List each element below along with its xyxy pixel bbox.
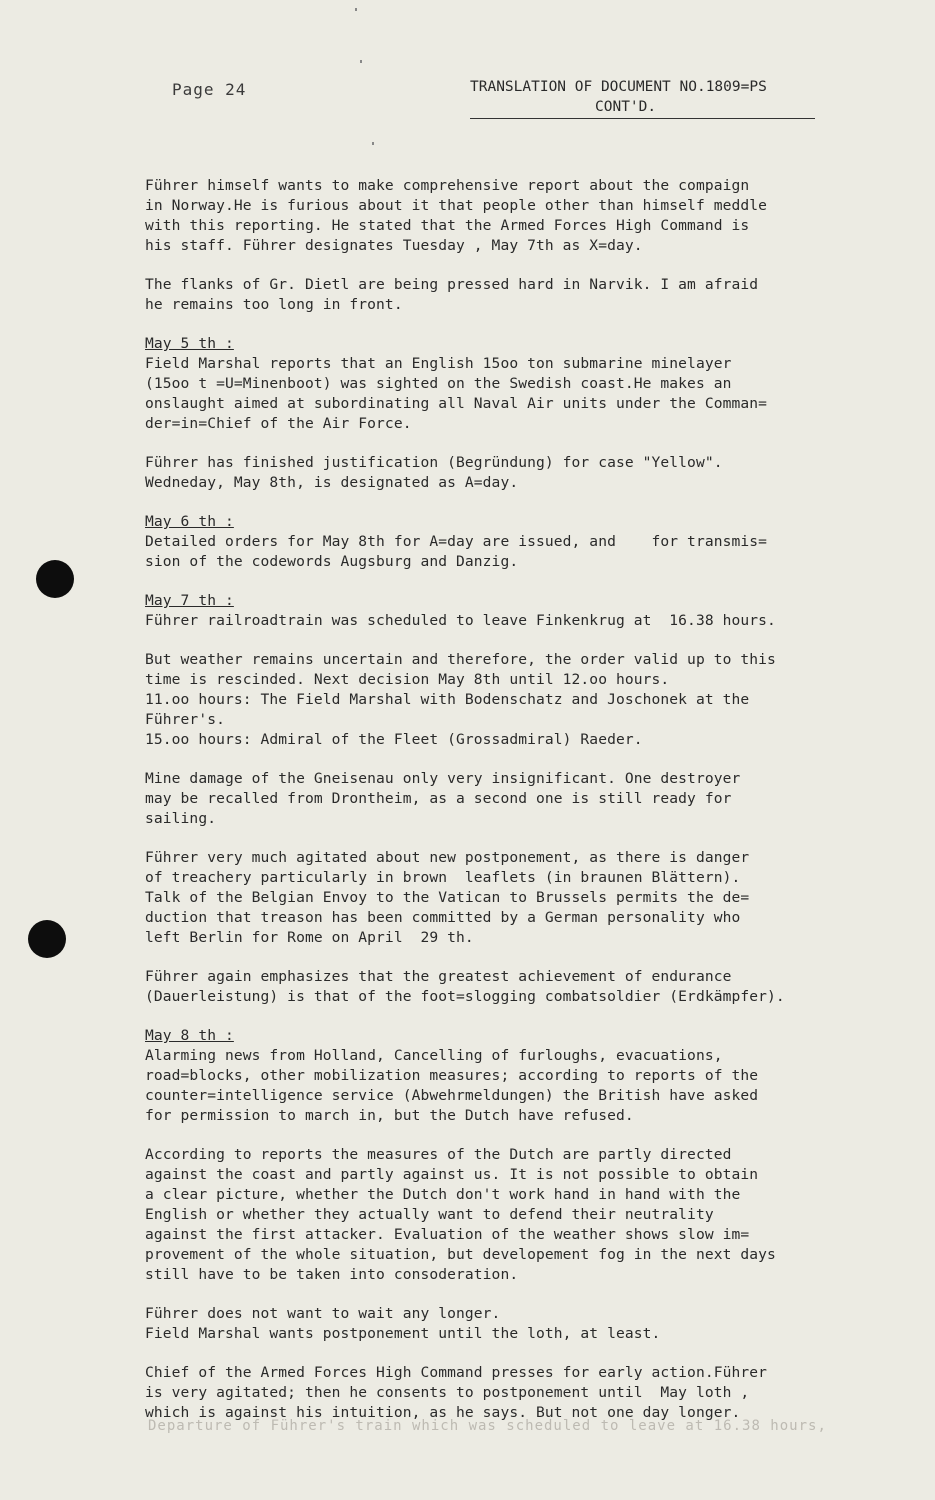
paragraph [145, 1363, 845, 1423]
document-body [145, 176, 845, 1442]
text-line: with this reporting. He stated that the Armed Forces High Command is [145, 217, 750, 234]
text-line: may be recalled from Drontheim, as a second one is still ready for [145, 790, 732, 807]
text-line: which is against his intuition, as he says. But not one day longer. [145, 1404, 741, 1421]
text-line: Detailed orders for May 8th for A=day are issued, and for transmis= [145, 533, 768, 550]
paragraph [145, 453, 845, 493]
paragraph [145, 650, 845, 750]
title-line-1: TRANSLATION OF DOCUMENT NO.1809=PS [470, 79, 767, 95]
text-line: Chief of the Armed Forces High Command presses for early action.Führer [145, 1364, 768, 1381]
text-line: The flanks of Gr. Dietl are being pressed hard in Narvik. I am afraid [145, 276, 759, 293]
paper-speck [372, 142, 374, 145]
text-line: According to reports the measures of the Dutch are partly directed [145, 1146, 732, 1163]
date-heading: May 5 th : [145, 335, 234, 352]
punch-hole [28, 920, 66, 958]
text-line: 15.oo hours: Admiral of the Fleet (Grossadmiral) Raeder. [145, 731, 643, 748]
paragraph [145, 512, 845, 572]
paragraph [145, 1304, 845, 1344]
paragraph [145, 334, 845, 434]
text-line: provement of the whole situation, but developement fog in the next days [145, 1246, 776, 1263]
paragraph [145, 1145, 845, 1285]
page-number: Page 24 [172, 80, 247, 99]
text-line: (15oo t =U=Minenboot) was sighted on the Swedish coast.He makes an [145, 375, 732, 392]
paragraph [145, 591, 845, 631]
paragraph [145, 275, 845, 315]
date-heading: May 8 th : [145, 1027, 234, 1044]
text-line: 11.oo hours: The Field Marshal with Bodenschatz and Joschonek at the [145, 691, 750, 708]
text-line: still have to be taken into consoderation. [145, 1266, 519, 1283]
text-line: Führer very much agitated about new postponement, as there is danger [145, 849, 750, 866]
text-line: Führer railroadtrain was scheduled to leave Finkenkrug at 16.38 hours. [145, 612, 776, 629]
text-line: Alarming news from Holland, Cancelling of furloughs, evacuations, [145, 1047, 723, 1064]
text-line: duction that treason has been committed by a German personality who [145, 909, 741, 926]
paper-speck [355, 8, 357, 11]
text-line: road=blocks, other mobilization measures; according to reports of the [145, 1067, 759, 1084]
text-line: Mine damage of the Gneisenau only very insignificant. One destroyer [145, 770, 741, 787]
text-line: of treachery particularly in brown leaflets (in braunen Blättern). [145, 869, 741, 886]
text-line: he remains too long in front. [145, 296, 403, 313]
text-line: Führer has finished justification (Begründung) for case "Yellow". [145, 454, 723, 471]
paper-speck [360, 60, 362, 63]
text-line: Führer's. [145, 711, 225, 728]
text-line: der=in=Chief of the Air Force. [145, 415, 412, 432]
title-underline [470, 118, 815, 119]
text-line: Führer does not want to wait any longer. [145, 1305, 501, 1322]
paragraph [145, 848, 845, 948]
footer-faded-line: Departure of Führer's train which was scheduled to leave at 16.38 hours, [148, 1418, 827, 1434]
text-line: for permission to march in, but the Dutch have refused. [145, 1107, 634, 1124]
text-line: sion of the codewords Augsburg and Danzig. [145, 553, 519, 570]
paragraph [145, 176, 845, 256]
text-line: onslaught aimed at subordinating all Naval Air units under the Comman= [145, 395, 768, 412]
text-line: (Dauerleistung) is that of the foot=slogging combatsoldier (Erdkämpfer). [145, 988, 785, 1005]
text-line: against the coast and partly against us. It is not possible to obtain [145, 1166, 759, 1183]
text-line: Wedneday, May 8th, is designated as A=day. [145, 474, 519, 491]
text-line: a clear picture, whether the Dutch don't work hand in hand with the [145, 1186, 741, 1203]
date-heading: May 6 th : [145, 513, 234, 530]
paragraph [145, 967, 845, 1007]
text-line: But weather remains uncertain and therefore, the order valid up to this [145, 651, 776, 668]
text-line: Führer again emphasizes that the greatest achievement of endurance [145, 968, 732, 985]
date-heading: May 7 th : [145, 592, 234, 609]
text-line: in Norway.He is furious about it that people other than himself meddle [145, 197, 768, 214]
text-line: counter=intelligence service (Abwehrmeldungen) the British have asked [145, 1087, 759, 1104]
paragraph [145, 1026, 845, 1126]
text-line: is very agitated; then he consents to postponement until May loth , [145, 1384, 750, 1401]
text-line: Talk of the Belgian Envoy to the Vatican to Brussels permits the de= [145, 889, 750, 906]
text-line: against the first attacker. Evaluation of the weather shows slow im= [145, 1226, 750, 1243]
text-line: Field Marshal reports that an English 15oo ton submarine minelayer [145, 355, 732, 372]
paragraph [145, 769, 845, 829]
text-line: left Berlin for Rome on April 29 th. [145, 929, 474, 946]
text-line: sailing. [145, 810, 217, 827]
text-line: Führer himself wants to make comprehensive report about the compaign [145, 177, 750, 194]
text-line: time is rescinded. Next decision May 8th until 12.oo hours. [145, 671, 670, 688]
document-title [470, 77, 815, 117]
title-line-2: CONT'D. [595, 99, 657, 115]
text-line: his staff. Führer designates Tuesday , May 7th as X=day. [145, 237, 643, 254]
text-line: Field Marshal wants postponement until the loth, at least. [145, 1325, 661, 1342]
text-line: English or whether they actually want to defend their neutrality [145, 1206, 714, 1223]
punch-hole [36, 560, 74, 598]
